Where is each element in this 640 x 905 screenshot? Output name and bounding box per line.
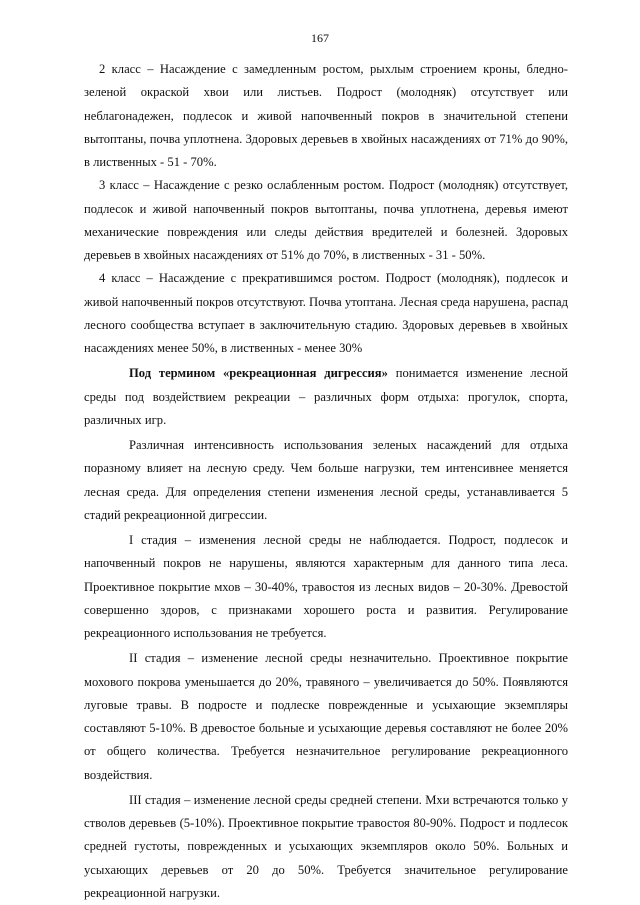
definition-text: понимается изменение лесной среды под воздействием рекреации – различных форм отдыха: прогулок, спорта, различных игр.	[84, 366, 568, 427]
defined-term: Под термином «рекреационная дигрессия»	[129, 366, 388, 381]
paragraph-class-2: 2 класс – Насаждение с замедленным ростом, рыхлым строением кроны, бледно-зеленой окраской хвои или листьев. Подрост (молодняк) отсутствует или неблагонадежен, подлесок и живой напочвенный покров в значительной степени вытоптаны, почва уплотнена. Здоровых деревьев в хвойных насаждениях от 71% до 90%, в лиственных - 51 - 70%.	[84, 62, 568, 169]
paragraph-class-3: 3 класс – Насаждение с резко ослабленным ростом. Подрост (молодняк) отсутствует, подлесок и живой напочвенный покров вытоптаны, почва уплотнена, деревья имеют механические повреждения или следы действия вредителей и болезней. Здоровых деревьев в хвойных насаждениях от 51% до 70%, в лиственных - 31 - 50%.	[84, 178, 568, 262]
paragraph-stage-1: I стадия – изменения лесной среды не наблюдается. Подрост, подлесок и напочвенный покров не нарушены, являются характерным для данного типа леса. Проективное покрытие мхов – 30-40%, травостоя из лесных видов – 20-30%. Древостой совершенно здоров, с признаками хорошего роста и развития. Регулирование рекреационного использования не требуется.	[84, 533, 568, 640]
paragraph-intro: Различная интенсивность использования зеленых насаждений для отдыха поразному влияет на лесную среду. Чем больше нагрузки, тем интенсивнее меняется лесная среда. Для определения степени изменения лесной среды, устанавливается 5 стадий рекреационной дигрессии.	[84, 438, 568, 522]
page-body	[84, 58, 568, 905]
paragraph-stage-3: III стадия – изменение лесной среды средней степени. Мхи встречаются только у стволов деревьев (5-10%). Проективное покрытие травостоя 80-90%. Подрост и подлесок средней густоты, поврежденных и усыхающих экземпляров около 50%. Больных и усыхающих деревьев от 20 до 50%. Требуется значительное регулирование рекреационной нагрузки.	[84, 792, 568, 900]
paragraph-class-4: 4 класс – Насаждение с прекратившимся ростом. Подрост (молодняк), подлесок и живой напочвенный покров отсутствуют. Почва утоптана. Лесная среда нарушена, распад лесного сообщества вступает в заключительную стадию. Здоровых деревьев в хвойных насаждениях менее 50%, в лиственных - менее 30%	[84, 271, 569, 355]
paragraph-stage-2: II стадия – изменение лесной среды незначительно. Проективное покрытие мохового покрова уменьшается до 20%, травяного – увеличивается до 50%. Появляются луговые травы. В подросте и подлеске поврежденные и усыхающие экземпляры составляют 5-10%. В древостое больные и усыхающие деревья составляют не более 20% от общего количества. Требуется незначительное регулирование рекреационного воздействия.	[84, 651, 568, 782]
paragraph-definition	[84, 362, 568, 432]
page-number: 167	[311, 31, 329, 45]
